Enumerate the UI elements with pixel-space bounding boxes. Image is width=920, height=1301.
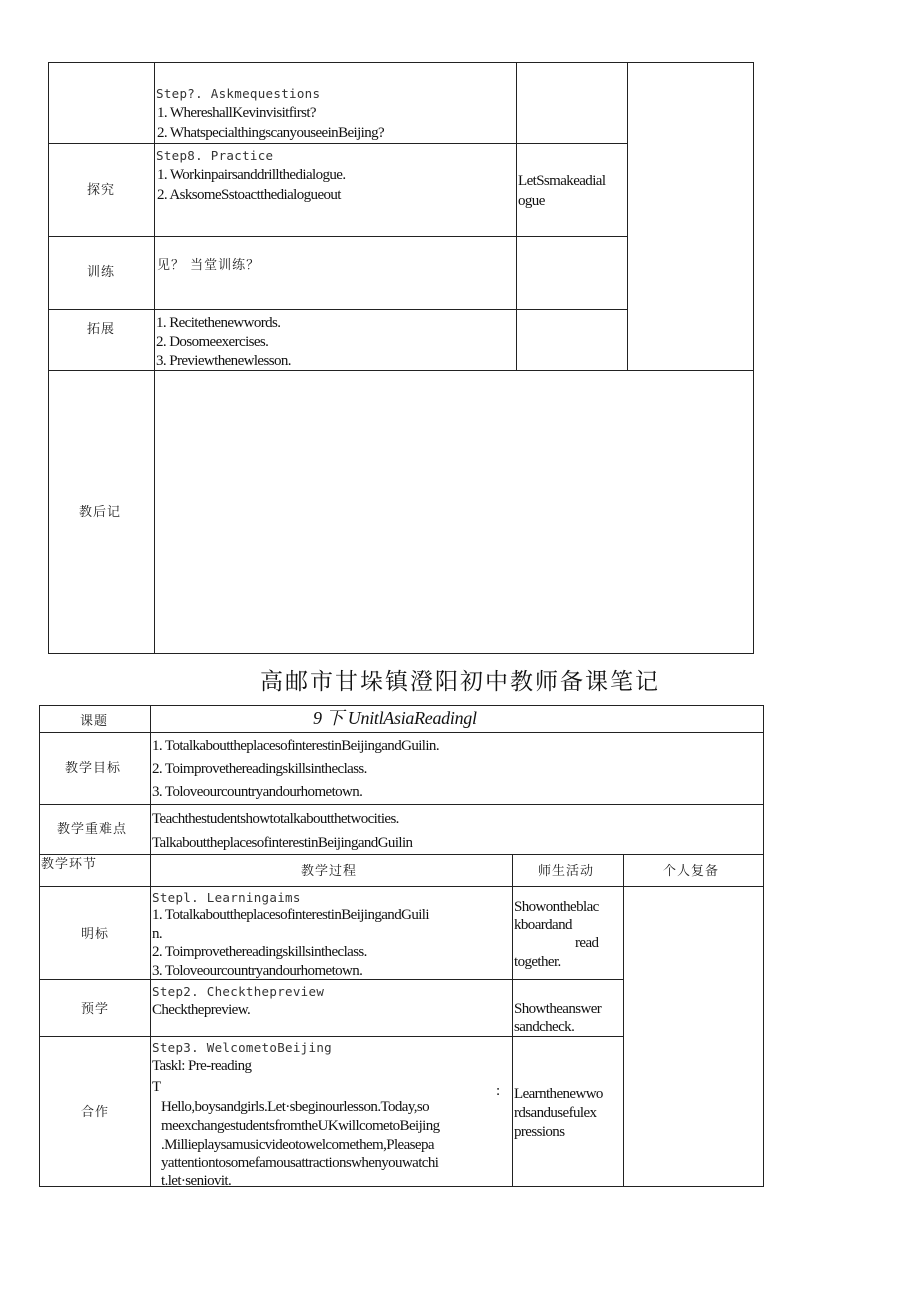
t-letter: T: [152, 1079, 161, 1095]
step-heading: Step3. WelcometoBeijing: [152, 1040, 332, 1055]
practice-text: 见？ 当堂训练？: [157, 258, 261, 273]
row-label: 预学: [81, 1002, 110, 1017]
key-points-label: 教学重难点: [57, 822, 128, 837]
header-stage: 教学环节: [41, 857, 98, 872]
step-heading: Step2. Checkthepreview: [152, 984, 325, 999]
activity-text: kboardand: [514, 917, 572, 933]
process-line: 2. Toimprovethereadingskillsintheclass.: [152, 944, 367, 960]
activity-text: sandcheck.: [514, 1019, 575, 1035]
goal-item: 3. Toloveourcountryandourhometown.: [152, 784, 363, 800]
header-process: 教学过程: [301, 864, 358, 879]
list-item: 2. Dosomeexercises.: [156, 334, 269, 350]
activity-text: LetSsmakeadial: [518, 173, 606, 189]
goals-label: 教学目标: [65, 761, 122, 776]
process-line: 3. Toloveourcountryandourhometown.: [152, 963, 363, 979]
list-item: 3. Previewthenewlesson.: [156, 353, 291, 369]
row-label: 训练: [87, 265, 116, 280]
row-label: 合作: [81, 1105, 110, 1120]
page-title: 高邮市甘垛镇澄阳初中教师备课笔记: [260, 669, 660, 695]
row-label: 教后记: [79, 505, 122, 520]
topic-label: 课题: [80, 714, 109, 729]
process-line: yattentiontosomefamousattractionswhenyouwatchi: [161, 1155, 439, 1171]
lesson-topic: 9 下 UnitlAsiaReadingl: [313, 708, 477, 728]
activity-text: ogue: [518, 193, 545, 209]
process-line: Checkthepreview.: [152, 1002, 251, 1018]
process-line: meexchangestudentsfromtheUKwillcometoBeijing: [161, 1118, 440, 1134]
activity-text: read: [575, 935, 599, 951]
list-item: 2. AsksomeSstoactthedialogueout: [157, 187, 341, 203]
process-line: 1. TotalkabouttheplacesofinterestinBeijingandGuili: [152, 907, 429, 923]
activity-text: together.: [514, 954, 561, 970]
row-label: 拓展: [87, 322, 116, 337]
activity-text: rdsandusefulex: [514, 1105, 597, 1121]
step-heading: Step8. Practice: [156, 148, 274, 163]
key-point: Teachthestudentshowtotalkaboutthetwocities.: [152, 811, 399, 827]
goal-item: 1. TotalkabouttheplacesofinterestinBeijingandGuilin.: [152, 738, 439, 754]
goal-item: 2. Toimprovethereadingskillsintheclass.: [152, 761, 367, 777]
key-point: TalkabouttheplacesofinterestinBeijingandGuilin: [152, 835, 413, 851]
process-line: t.let·seniovit.: [161, 1173, 232, 1189]
step-heading: Step?. Askmequestions: [156, 86, 321, 101]
header-activity: 师生活动: [538, 864, 595, 879]
list-item: 1. WhereshallKevinvisitfirst?: [157, 105, 316, 121]
list-item: 1. Recitethenewwords.: [156, 315, 281, 331]
row-label: 探究: [87, 183, 116, 198]
activity-text: Learnthenewwo: [514, 1086, 603, 1102]
process-line: Hello,boysandgirls.Let·sbeginourlesson.Today,so: [161, 1099, 430, 1115]
process-line: n.: [152, 926, 163, 942]
header-notes: 个人复备: [663, 864, 720, 879]
colon: :: [496, 1083, 500, 1099]
step-heading: Stepl. Learningaims: [152, 890, 301, 905]
row-label: 明标: [81, 927, 110, 942]
task-heading: Taskl: Pre-reading: [152, 1058, 252, 1074]
activity-text: Showontheblac: [514, 899, 599, 915]
activity-text: Showtheanswer: [514, 1001, 602, 1017]
activity-text: pressions: [514, 1124, 565, 1140]
list-item: 2. WhatspecialthingscanyouseeinBeijing?: [157, 125, 385, 141]
process-line: .Millieplaysamusicvideotowelcomethem,Pleasepa: [161, 1137, 434, 1153]
list-item: 1. Workinpairsanddrillthedialogue.: [157, 167, 346, 183]
